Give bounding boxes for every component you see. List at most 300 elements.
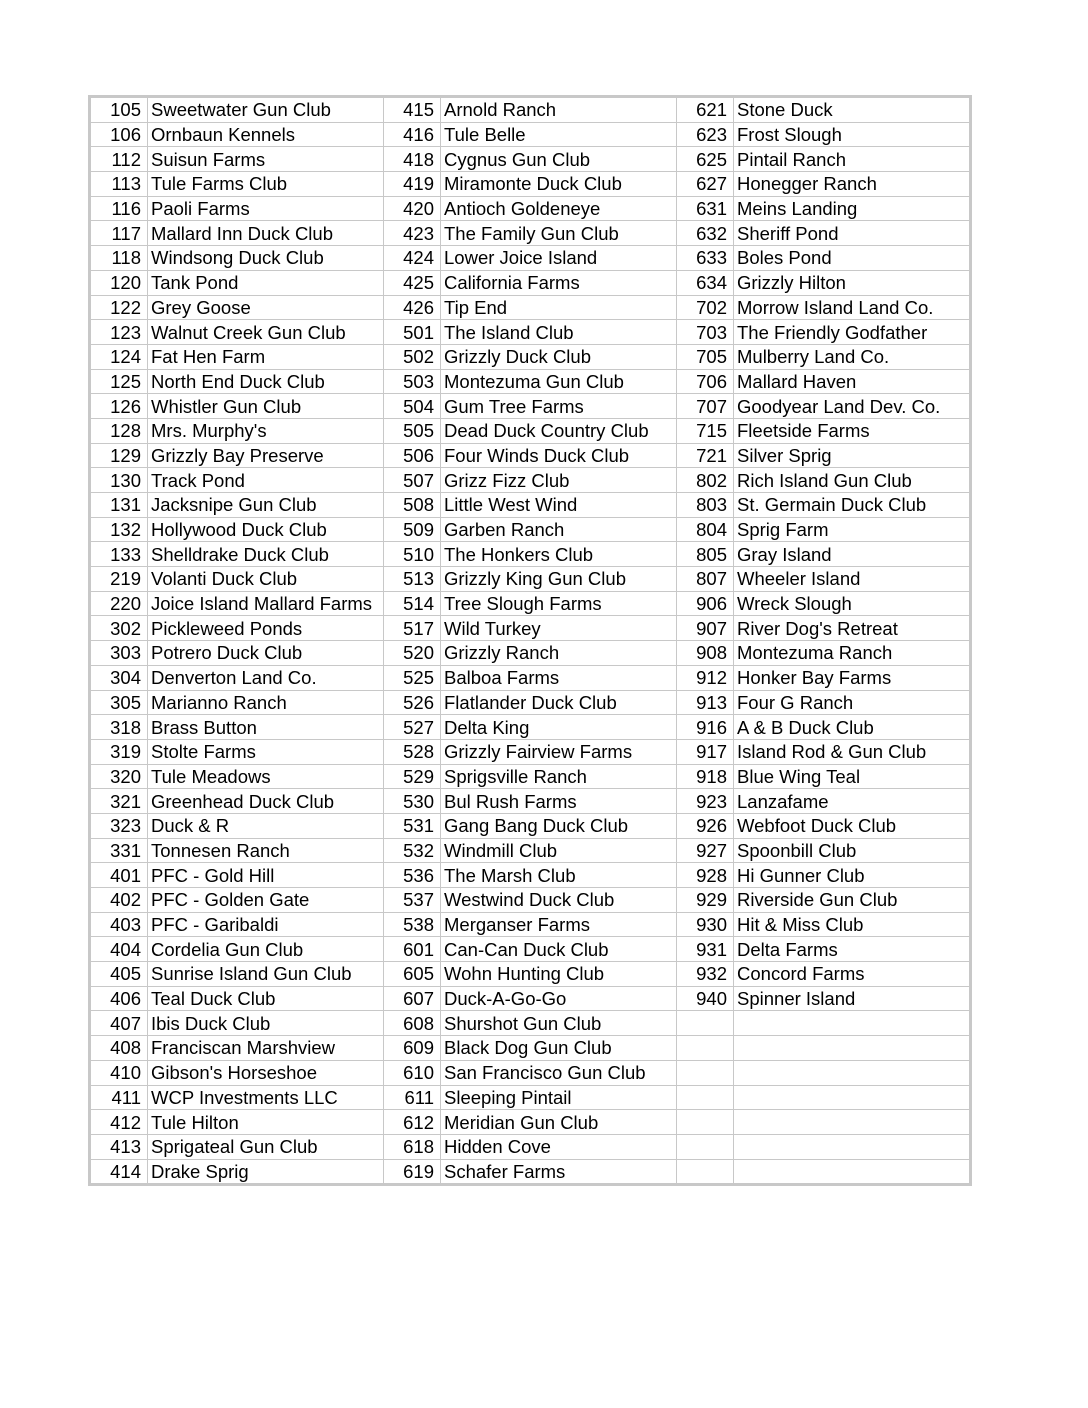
- table-row: [91, 221, 970, 246]
- club-name-cell: Grey Goose: [148, 295, 384, 320]
- club-name-cell: Goodyear Land Dev. Co.: [734, 394, 970, 419]
- club-number-cell: 940: [677, 986, 734, 1011]
- club-number-cell: [677, 1085, 734, 1110]
- club-name-cell: Drake Sprig: [148, 1159, 384, 1184]
- club-number-cell: 906: [677, 591, 734, 616]
- club-name-cell: Garben Ranch: [441, 517, 677, 542]
- club-name-cell: Cygnus Gun Club: [441, 147, 677, 172]
- club-number-cell: 526: [384, 690, 441, 715]
- club-number-cell: 118: [91, 246, 148, 271]
- club-name-cell: A & B Duck Club: [734, 715, 970, 740]
- club-number-cell: 129: [91, 443, 148, 468]
- table-row: [91, 739, 970, 764]
- club-name-cell: River Dog's Retreat: [734, 616, 970, 641]
- club-name-cell: Dead Duck Country Club: [441, 418, 677, 443]
- club-number-cell: 507: [384, 468, 441, 493]
- table-row: [91, 813, 970, 838]
- table-row: [91, 986, 970, 1011]
- table-row: [91, 1110, 970, 1135]
- club-number-cell: 803: [677, 493, 734, 518]
- table-row: [91, 962, 970, 987]
- club-name-cell: Marianno Ranch: [148, 690, 384, 715]
- club-number-cell: 504: [384, 394, 441, 419]
- club-number-cell: 715: [677, 418, 734, 443]
- club-name-cell: Hi Gunner Club: [734, 863, 970, 888]
- club-number-cell: 619: [384, 1159, 441, 1184]
- club-name-cell: Pickleweed Ponds: [148, 616, 384, 641]
- club-name-cell: Delta King: [441, 715, 677, 740]
- club-number-cell: 318: [91, 715, 148, 740]
- table-row: [91, 1085, 970, 1110]
- club-name-cell: Duck & R: [148, 813, 384, 838]
- table-row: [91, 320, 970, 345]
- club-number-cell: 527: [384, 715, 441, 740]
- club-name-cell: Gum Tree Farms: [441, 394, 677, 419]
- club-number-cell: 416: [384, 122, 441, 147]
- club-name-cell: Track Pond: [148, 468, 384, 493]
- club-number-cell: 106: [91, 122, 148, 147]
- club-name-cell: Delta Farms: [734, 937, 970, 962]
- club-number-cell: 610: [384, 1060, 441, 1085]
- club-number-cell: 608: [384, 1011, 441, 1036]
- table-row: [91, 542, 970, 567]
- club-number-cell: 112: [91, 147, 148, 172]
- club-name-cell: San Francisco Gun Club: [441, 1060, 677, 1085]
- club-name-cell: Jacksnipe Gun Club: [148, 493, 384, 518]
- table-row: [91, 493, 970, 518]
- club-number-cell: 509: [384, 517, 441, 542]
- club-name-cell: Lanzafame: [734, 789, 970, 814]
- table-row: [91, 344, 970, 369]
- club-number-cell: 702: [677, 295, 734, 320]
- club-number-cell: 407: [91, 1011, 148, 1036]
- club-number-cell: 401: [91, 863, 148, 888]
- club-number-cell: 131: [91, 493, 148, 518]
- club-number-cell: 706: [677, 369, 734, 394]
- club-number-cell: 501: [384, 320, 441, 345]
- club-name-cell: Gang Bang Duck Club: [441, 813, 677, 838]
- club-number-cell: 426: [384, 295, 441, 320]
- club-name-cell: Black Dog Gun Club: [441, 1036, 677, 1061]
- club-number-cell: 931: [677, 937, 734, 962]
- club-name-cell: Mrs. Murphy's: [148, 418, 384, 443]
- club-number-cell: 605: [384, 962, 441, 987]
- club-name-cell: Ibis Duck Club: [148, 1011, 384, 1036]
- club-number-cell: 414: [91, 1159, 148, 1184]
- club-number-cell: 410: [91, 1060, 148, 1085]
- club-number-cell: 319: [91, 739, 148, 764]
- club-number-cell: 530: [384, 789, 441, 814]
- club-number-cell: 520: [384, 641, 441, 666]
- club-number-cell: 531: [384, 813, 441, 838]
- club-number-cell: 532: [384, 838, 441, 863]
- club-name-cell: [734, 1011, 970, 1036]
- table-row: [91, 1036, 970, 1061]
- club-number-cell: 609: [384, 1036, 441, 1061]
- club-name-cell: Blue Wing Teal: [734, 764, 970, 789]
- club-name-cell: Mallard Haven: [734, 369, 970, 394]
- club-number-cell: 514: [384, 591, 441, 616]
- club-name-cell: Wreck Slough: [734, 591, 970, 616]
- club-number-cell: 423: [384, 221, 441, 246]
- club-number-cell: 425: [384, 270, 441, 295]
- club-name-cell: Grizzly Ranch: [441, 641, 677, 666]
- club-name-cell: The Marsh Club: [441, 863, 677, 888]
- table-row: [91, 912, 970, 937]
- club-number-cell: 912: [677, 665, 734, 690]
- club-name-cell: Spoonbill Club: [734, 838, 970, 863]
- club-name-cell: PFC - Gold Hill: [148, 863, 384, 888]
- club-number-cell: 607: [384, 986, 441, 1011]
- club-number-cell: 703: [677, 320, 734, 345]
- club-name-cell: Little West Wind: [441, 493, 677, 518]
- table-row: [91, 369, 970, 394]
- club-name-cell: Flatlander Duck Club: [441, 690, 677, 715]
- club-number-cell: 618: [384, 1134, 441, 1159]
- club-number-cell: 113: [91, 172, 148, 197]
- club-name-cell: Montezuma Ranch: [734, 641, 970, 666]
- club-number-cell: 529: [384, 764, 441, 789]
- table-row: [91, 394, 970, 419]
- club-name-cell: Tule Hilton: [148, 1110, 384, 1135]
- club-number-cell: 130: [91, 468, 148, 493]
- table-row: [91, 665, 970, 690]
- club-number-cell: 420: [384, 196, 441, 221]
- club-number-cell: 632: [677, 221, 734, 246]
- club-name-cell: Brass Button: [148, 715, 384, 740]
- table-row: [91, 937, 970, 962]
- club-number-cell: 721: [677, 443, 734, 468]
- club-number-cell: 611: [384, 1085, 441, 1110]
- club-name-cell: Teal Duck Club: [148, 986, 384, 1011]
- club-number-cell: 917: [677, 739, 734, 764]
- club-number-cell: 503: [384, 369, 441, 394]
- club-number-cell: 116: [91, 196, 148, 221]
- club-number-cell: 415: [384, 98, 441, 123]
- club-name-cell: Joice Island Mallard Farms: [148, 591, 384, 616]
- club-number-cell: 403: [91, 912, 148, 937]
- table-row: [91, 196, 970, 221]
- table-row: [91, 789, 970, 814]
- club-name-cell: Silver Sprig: [734, 443, 970, 468]
- club-name-cell: Boles Pond: [734, 246, 970, 271]
- club-name-cell: Concord Farms: [734, 962, 970, 987]
- table-row: [91, 863, 970, 888]
- club-name-cell: PFC - Garibaldi: [148, 912, 384, 937]
- club-number-cell: 627: [677, 172, 734, 197]
- club-name-cell: Arnold Ranch: [441, 98, 677, 123]
- club-number-cell: [677, 1011, 734, 1036]
- club-number-cell: 408: [91, 1036, 148, 1061]
- club-number-cell: 505: [384, 418, 441, 443]
- club-name-cell: Wild Turkey: [441, 616, 677, 641]
- club-name-cell: Walnut Creek Gun Club: [148, 320, 384, 345]
- club-name-cell: Stolte Farms: [148, 739, 384, 764]
- club-number-cell: 418: [384, 147, 441, 172]
- club-number-cell: 124: [91, 344, 148, 369]
- table-row: [91, 418, 970, 443]
- club-name-cell: [734, 1134, 970, 1159]
- club-number-cell: 404: [91, 937, 148, 962]
- club-name-cell: Four G Ranch: [734, 690, 970, 715]
- club-name-cell: Paoli Farms: [148, 196, 384, 221]
- club-name-cell: Tank Pond: [148, 270, 384, 295]
- club-name-cell: Whistler Gun Club: [148, 394, 384, 419]
- club-name-cell: The Friendly Godfather: [734, 320, 970, 345]
- club-number-cell: 918: [677, 764, 734, 789]
- table-row: [91, 1011, 970, 1036]
- club-number-cell: 125: [91, 369, 148, 394]
- club-name-cell: Tule Meadows: [148, 764, 384, 789]
- club-number-cell: 304: [91, 665, 148, 690]
- club-number-cell: 927: [677, 838, 734, 863]
- club-name-cell: Mallard Inn Duck Club: [148, 221, 384, 246]
- club-name-cell: Shurshot Gun Club: [441, 1011, 677, 1036]
- club-name-cell: Stone Duck: [734, 98, 970, 123]
- club-name-cell: Island Rod & Gun Club: [734, 739, 970, 764]
- club-number-cell: 707: [677, 394, 734, 419]
- club-name-cell: Four Winds Duck Club: [441, 443, 677, 468]
- club-name-cell: Can-Can Duck Club: [441, 937, 677, 962]
- club-number-cell: 320: [91, 764, 148, 789]
- club-name-cell: Gibson's Horseshoe: [148, 1060, 384, 1085]
- club-name-cell: Windsong Duck Club: [148, 246, 384, 271]
- club-number-cell: 321: [91, 789, 148, 814]
- club-number-cell: 517: [384, 616, 441, 641]
- club-name-cell: The Island Club: [441, 320, 677, 345]
- club-name-cell: Bul Rush Farms: [441, 789, 677, 814]
- club-name-cell: Tule Belle: [441, 122, 677, 147]
- club-name-cell: Tule Farms Club: [148, 172, 384, 197]
- table-row: [91, 270, 970, 295]
- club-number-cell: 528: [384, 739, 441, 764]
- club-number-cell: 406: [91, 986, 148, 1011]
- table-row: [91, 690, 970, 715]
- table-row: [91, 715, 970, 740]
- club-number-cell: 411: [91, 1085, 148, 1110]
- club-number-cell: 513: [384, 567, 441, 592]
- club-name-cell: PFC - Golden Gate: [148, 888, 384, 913]
- club-number-cell: 623: [677, 122, 734, 147]
- table-row: [91, 764, 970, 789]
- club-number-cell: 926: [677, 813, 734, 838]
- club-name-cell: Tonnesen Ranch: [148, 838, 384, 863]
- club-name-cell: [734, 1085, 970, 1110]
- club-number-cell: 424: [384, 246, 441, 271]
- club-number-cell: 621: [677, 98, 734, 123]
- club-number-cell: 536: [384, 863, 441, 888]
- club-name-cell: Hit & Miss Club: [734, 912, 970, 937]
- table-row: [91, 468, 970, 493]
- club-number-cell: 625: [677, 147, 734, 172]
- club-number-cell: 220: [91, 591, 148, 616]
- club-number-cell: 412: [91, 1110, 148, 1135]
- club-name-cell: Sheriff Pond: [734, 221, 970, 246]
- club-number-cell: 302: [91, 616, 148, 641]
- table-row: [91, 567, 970, 592]
- club-number-cell: 805: [677, 542, 734, 567]
- club-number-cell: [677, 1036, 734, 1061]
- club-name-cell: Grizzly Bay Preserve: [148, 443, 384, 468]
- club-name-cell: Honker Bay Farms: [734, 665, 970, 690]
- club-name-cell: Windmill Club: [441, 838, 677, 863]
- club-name-cell: Honegger Ranch: [734, 172, 970, 197]
- club-number-cell: 123: [91, 320, 148, 345]
- club-name-cell: Schafer Farms: [441, 1159, 677, 1184]
- club-name-cell: Potrero Duck Club: [148, 641, 384, 666]
- club-number-cell: 930: [677, 912, 734, 937]
- club-name-cell: Antioch Goldeneye: [441, 196, 677, 221]
- club-number-cell: [677, 1060, 734, 1085]
- table-row: [91, 147, 970, 172]
- club-name-cell: Tip End: [441, 295, 677, 320]
- club-name-cell: Grizzly King Gun Club: [441, 567, 677, 592]
- club-number-cell: 908: [677, 641, 734, 666]
- club-name-cell: Miramonte Duck Club: [441, 172, 677, 197]
- club-name-cell: [734, 1159, 970, 1184]
- club-name-cell: The Honkers Club: [441, 542, 677, 567]
- table-row: [91, 616, 970, 641]
- club-name-cell: Merganser Farms: [441, 912, 677, 937]
- club-name-cell: Grizzly Duck Club: [441, 344, 677, 369]
- club-name-cell: Tree Slough Farms: [441, 591, 677, 616]
- club-number-cell: 126: [91, 394, 148, 419]
- club-number-cell: 916: [677, 715, 734, 740]
- table-row: [91, 838, 970, 863]
- club-number-cell: 923: [677, 789, 734, 814]
- table-row: [91, 443, 970, 468]
- club-name-cell: Suisun Farms: [148, 147, 384, 172]
- club-number-cell: 525: [384, 665, 441, 690]
- club-name-cell: Grizzly Hilton: [734, 270, 970, 295]
- club-number-cell: 122: [91, 295, 148, 320]
- club-name-cell: Spinner Island: [734, 986, 970, 1011]
- club-number-cell: 105: [91, 98, 148, 123]
- club-number-cell: 506: [384, 443, 441, 468]
- club-number-cell: [677, 1110, 734, 1135]
- club-name-cell: Montezuma Gun Club: [441, 369, 677, 394]
- club-number-cell: 631: [677, 196, 734, 221]
- club-number-cell: 601: [384, 937, 441, 962]
- club-table: [90, 97, 970, 1184]
- club-name-cell: Sprigateal Gun Club: [148, 1134, 384, 1159]
- club-number-cell: 932: [677, 962, 734, 987]
- club-name-cell: Denverton Land Co.: [148, 665, 384, 690]
- club-name-cell: Grizz Fizz Club: [441, 468, 677, 493]
- club-number-cell: 419: [384, 172, 441, 197]
- club-name-cell: Cordelia Gun Club: [148, 937, 384, 962]
- club-name-cell: Sunrise Island Gun Club: [148, 962, 384, 987]
- club-number-cell: 323: [91, 813, 148, 838]
- club-number-cell: 303: [91, 641, 148, 666]
- table-row: [91, 172, 970, 197]
- club-number-cell: 802: [677, 468, 734, 493]
- table-row: [91, 246, 970, 271]
- club-name-cell: Webfoot Duck Club: [734, 813, 970, 838]
- club-name-cell: Hidden Cove: [441, 1134, 677, 1159]
- club-number-cell: 804: [677, 517, 734, 542]
- club-name-cell: Lower Joice Island: [441, 246, 677, 271]
- club-number-cell: 538: [384, 912, 441, 937]
- club-name-cell: Westwind Duck Club: [441, 888, 677, 913]
- club-name-cell: Frost Slough: [734, 122, 970, 147]
- table-row: [91, 1060, 970, 1085]
- table-row: [91, 122, 970, 147]
- club-name-cell: Grizzly Fairview Farms: [441, 739, 677, 764]
- club-name-cell: Gray Island: [734, 542, 970, 567]
- club-name-cell: Duck-A-Go-Go: [441, 986, 677, 1011]
- club-number-cell: 305: [91, 690, 148, 715]
- club-number-cell: 633: [677, 246, 734, 271]
- club-name-cell: Morrow Island Land Co.: [734, 295, 970, 320]
- club-name-cell: Pintail Ranch: [734, 147, 970, 172]
- club-number-cell: 128: [91, 418, 148, 443]
- club-number-cell: 913: [677, 690, 734, 715]
- club-name-cell: The Family Gun Club: [441, 221, 677, 246]
- club-number-cell: 928: [677, 863, 734, 888]
- club-name-cell: [734, 1036, 970, 1061]
- club-name-cell: Meridian Gun Club: [441, 1110, 677, 1135]
- club-number-cell: 907: [677, 616, 734, 641]
- club-name-cell: Mulberry Land Co.: [734, 344, 970, 369]
- club-name-cell: Ornbaun Kennels: [148, 122, 384, 147]
- club-number-cell: [677, 1134, 734, 1159]
- club-name-cell: [734, 1110, 970, 1135]
- club-number-cell: 508: [384, 493, 441, 518]
- club-name-cell: Greenhead Duck Club: [148, 789, 384, 814]
- table-row: [91, 641, 970, 666]
- club-number-cell: 413: [91, 1134, 148, 1159]
- table-row: [91, 591, 970, 616]
- club-number-cell: 705: [677, 344, 734, 369]
- club-number-cell: 331: [91, 838, 148, 863]
- club-name-cell: Shelldrake Duck Club: [148, 542, 384, 567]
- club-number-cell: 133: [91, 542, 148, 567]
- club-name-cell: Fat Hen Farm: [148, 344, 384, 369]
- table-row: [91, 517, 970, 542]
- club-name-cell: Franciscan Marshview: [148, 1036, 384, 1061]
- club-name-cell: Sleeping Pintail: [441, 1085, 677, 1110]
- club-name-cell: WCP Investments LLC: [148, 1085, 384, 1110]
- club-number-cell: 612: [384, 1110, 441, 1135]
- club-name-cell: California Farms: [441, 270, 677, 295]
- club-number-cell: 117: [91, 221, 148, 246]
- club-number-cell: 405: [91, 962, 148, 987]
- club-name-cell: Wohn Hunting Club: [441, 962, 677, 987]
- club-name-cell: Sprigsville Ranch: [441, 764, 677, 789]
- club-number-cell: 402: [91, 888, 148, 913]
- club-name-cell: Hollywood Duck Club: [148, 517, 384, 542]
- club-name-cell: [734, 1060, 970, 1085]
- club-number-cell: 502: [384, 344, 441, 369]
- club-name-cell: North End Duck Club: [148, 369, 384, 394]
- club-number-cell: 120: [91, 270, 148, 295]
- club-name-cell: Sweetwater Gun Club: [148, 98, 384, 123]
- club-name-cell: Wheeler Island: [734, 567, 970, 592]
- club-name-cell: Rich Island Gun Club: [734, 468, 970, 493]
- club-number-cell: 219: [91, 567, 148, 592]
- club-number-cell: 510: [384, 542, 441, 567]
- club-name-cell: Balboa Farms: [441, 665, 677, 690]
- table-row: [91, 1159, 970, 1184]
- club-name-cell: Sprig Farm: [734, 517, 970, 542]
- club-name-cell: Volanti Duck Club: [148, 567, 384, 592]
- club-number-cell: [677, 1159, 734, 1184]
- club-list-sheet: [88, 95, 972, 1186]
- table-row: [91, 295, 970, 320]
- club-number-cell: 634: [677, 270, 734, 295]
- table-row: [91, 1134, 970, 1159]
